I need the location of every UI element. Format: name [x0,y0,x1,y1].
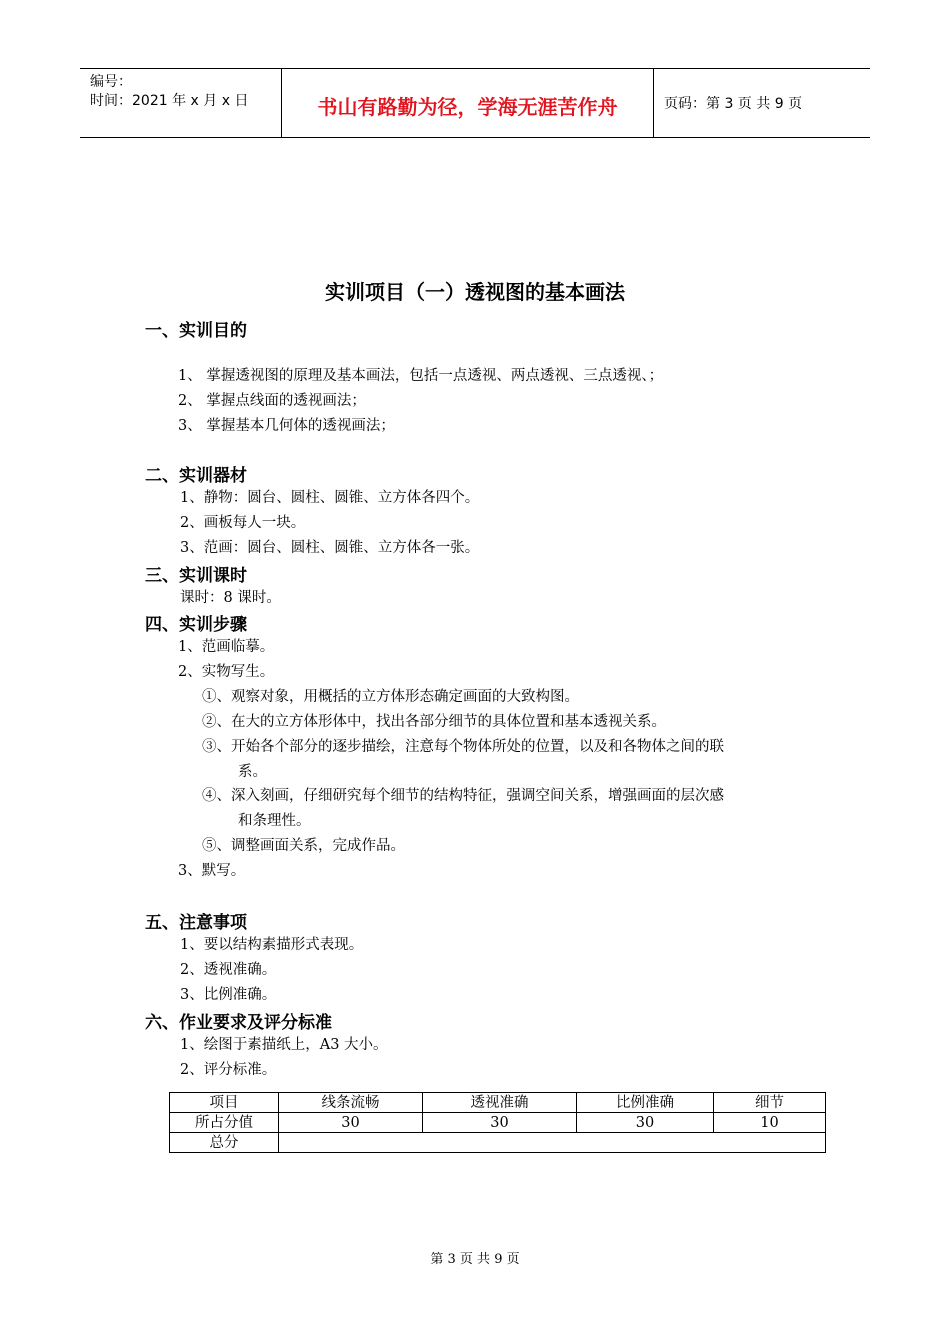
table-header-cell: 比例准确 [577,1093,714,1113]
table-cell: 30 [577,1113,714,1133]
step-item: 3、默写。 [178,863,246,879]
sub-step: ④、深入刻画，仔细研究每个细节的结构特征，强调空间关系，增强画面的层次感 [202,788,724,804]
section-heading-equipment: 二、实训器材 [145,466,247,486]
sub-step: ①、观察对象，用概括的立方体形态确定画面的大致构图。 [202,689,579,705]
header-page-number: 页码：第 3 页 共 9 页 [664,96,803,112]
scoring-table [169,1092,826,1153]
sub-step-continued: 系。 [238,764,267,780]
table-row [170,1093,826,1113]
section-heading-steps: 四、实训步骤 [145,615,247,635]
note-item: 1、要以结构素描形式表现。 [180,937,364,953]
table-header-cell: 线条流畅 [279,1093,423,1113]
header-time: 时间：2021 年 x 月 x 日 [90,93,249,109]
sub-step: ③、开始各个部分的逐步描绘，注意每个物体所处的位置，以及和各物体之间的联 [202,739,724,755]
page-footer: 第 3 页 共 9 页 [430,1252,520,1267]
header-divider [653,69,654,137]
table-cell: 10 [714,1113,826,1133]
table-cell: 30 [423,1113,577,1133]
section-heading-requirements: 六、作业要求及评分标准 [145,1013,332,1033]
section-heading-notes: 五、注意事项 [145,913,247,933]
page-header [80,68,870,138]
table-row [170,1133,826,1153]
table-row [170,1113,826,1133]
sub-step: ②、在大的立方体形体中，找出各部分细节的具体位置和基本透视关系。 [202,714,666,730]
step-item: 1、范画临摹。 [178,639,275,655]
table-header-cell: 透视准确 [423,1093,577,1113]
document-title: 实训项目（一）透视图的基本画法 [325,280,625,304]
step-item: 2、实物写生。 [178,664,275,680]
total-score-cell [279,1133,826,1153]
sub-step-continued: 和条理性。 [238,813,311,829]
equipment-item: 3、范画：圆台、圆柱、圆锥、立方体各一张。 [180,540,480,556]
table-header-cell: 项目 [170,1093,279,1113]
table-header-cell: 细节 [714,1093,826,1113]
equipment-item: 1、静物：圆台、圆柱、圆锥、立方体各四个。 [180,490,480,506]
requirement-item: 1、绘图于素描纸上，A3 大小。 [180,1037,388,1053]
header-code: 编号： [90,74,132,90]
note-item: 2、透视准确。 [180,962,277,978]
table-cell: 总分 [170,1133,279,1153]
table-cell: 30 [279,1113,423,1133]
header-motto: 书山有路勤为径，学海无涯苦作舟 [317,95,618,119]
objective-item: 2、 掌握点线面的透视画法； [178,393,366,409]
requirement-item: 2、评分标准。 [180,1062,277,1078]
note-item: 3、比例准确。 [180,987,277,1003]
objective-item: 1、 掌握透视图的原理及基本画法，包括一点透视、两点透视、三点透视、； [178,368,664,384]
section-heading-hours: 三、实训课时 [145,566,247,586]
table-cell: 所占分值 [170,1113,279,1133]
equipment-item: 2、画板每人一块。 [180,515,306,531]
sub-step: ⑤、调整画面关系，完成作品。 [202,838,405,854]
header-info [90,73,248,111]
hours-text: 课时：8 课时。 [180,590,281,606]
objective-item: 3、 掌握基本几何体的透视画法； [178,418,395,434]
section-heading-objective: 一、实训目的 [145,321,247,341]
